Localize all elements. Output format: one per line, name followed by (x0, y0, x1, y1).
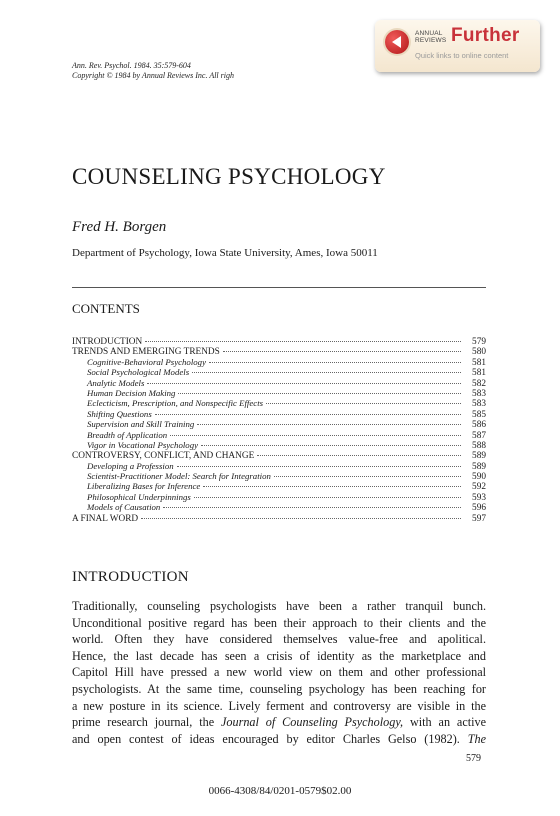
page-number: 579 (466, 753, 481, 764)
toc-entry-title: TRENDS AND EMERGING TRENDS (72, 347, 220, 358)
footer-code: 0066-4308/84/0201-0579$02.00 (208, 785, 352, 797)
toc-entry-title: Vigor in Vocational Psychology (87, 439, 198, 450)
toc-entry-page: 589 (472, 451, 486, 462)
toc-leader-dots (163, 497, 461, 508)
body-text: prime research journal, the (72, 715, 221, 730)
toc-leader-dots (209, 352, 461, 363)
body-line: psychologists. At the same time, counseling psychology has been reaching for (72, 681, 486, 696)
toc-entry-title: Scientist-Practitioner Model: Search for Integration (87, 471, 271, 482)
toc-leader-dots (147, 373, 461, 384)
body-line: a new posture in its science. Lively ferment and controversy are visible in the (72, 698, 486, 713)
body-text: and open contest of ideas encouraged by editor Charles Gelso (1982). (72, 731, 468, 746)
badge-reviews-text: REVIEWS (415, 37, 447, 44)
journal-title-italic: Journal of Counseling Psychology, (221, 715, 404, 730)
toc-entry-page: 581 (472, 357, 486, 368)
toc-leader-dots (201, 435, 461, 446)
toc-leader-dots (197, 414, 461, 425)
toc-entry-page: 596 (472, 503, 486, 514)
toc-entry-page: 583 (472, 388, 486, 399)
author-name: Fred H. Borgen (72, 219, 167, 235)
toc-entry-page: 581 (472, 368, 486, 379)
toc-entry-title: Analytic Models (87, 377, 145, 388)
body-line: Capitol Hill have pressed a new world view on them and other professional (72, 665, 486, 680)
toc-leader-dots (178, 383, 461, 394)
play-arrow-icon (385, 30, 409, 54)
toc-leader-dots (155, 404, 461, 415)
toc-entry-title: Breadth of Application (87, 429, 168, 440)
toc-entry-page: 587 (472, 430, 486, 441)
toc-entry-title: Philosophical Underpinnings (87, 491, 191, 502)
toc-leader-dots (274, 466, 461, 477)
toc-leader-dots (177, 456, 461, 467)
badge-subtitle: Quick links to online content (415, 51, 509, 60)
body-text: with an active (403, 715, 487, 730)
toc-entry-page: 586 (472, 420, 486, 431)
copyright-notice: Copyright © 1984 by Annual Reviews Inc. All righ (72, 71, 234, 80)
toc-entry-page: 580 (472, 347, 486, 358)
body-line (72, 714, 486, 731)
badge-further-text: Further (451, 25, 520, 46)
toc-entry-page: 588 (472, 440, 486, 451)
toc-entry-title: Human Decision Making (87, 387, 176, 398)
toc-entry-page: 579 (472, 337, 486, 347)
divider-rule (72, 287, 486, 288)
toc-entry-page: 583 (472, 399, 486, 410)
toc-entry-page: 597 (472, 513, 486, 524)
contents-heading: CONTENTS (72, 301, 140, 316)
toc-entry-title: Eclecticism, Prescription, and Nonspecific Effects (87, 398, 264, 409)
toc-entry-title: A FINAL WORD (72, 513, 139, 524)
table-of-contents (72, 333, 486, 524)
toc-entry-title: Models of Causation (87, 502, 161, 513)
toc-entry-title: Social Psychological Models (87, 367, 190, 378)
toc-leader-dots (170, 425, 461, 436)
toc-leader-dots (141, 508, 461, 519)
body-line: Traditionally, counseling psychologists have been a rather tranquil bunch. (72, 599, 486, 613)
toc-entry-title: Cognitive-Behavioral Psychology (87, 356, 206, 367)
body-line (72, 731, 486, 748)
toc-leader-dots (257, 445, 461, 456)
toc-entry-title: Liberalizing Bases for Inference (87, 481, 201, 492)
body-line: Unconditional positive regard has been their approach to their clients and the (72, 615, 486, 630)
article-title: COUNSELING PSYCHOLOGY (72, 164, 386, 189)
toc-entry-title: INTRODUCTION (72, 337, 143, 347)
section-heading-introduction: INTRODUCTION (72, 569, 189, 585)
toc-leader-dots (266, 393, 461, 404)
body-line: Hence, the last decade has seen a crisis of identity as the marketplace and (72, 648, 486, 663)
toc-entry-title: Shifting Questions (87, 408, 152, 419)
toc-entry-title: Developing a Profession (87, 460, 174, 471)
author-affiliation: Department of Psychology, Iowa State University, Ames, Iowa 50011 (72, 247, 378, 259)
toc-entry-title: CONTROVERSY, CONFLICT, AND CHANGE (72, 451, 255, 462)
toc-entry-page: 589 (472, 461, 486, 472)
toc-entry-page: 582 (472, 378, 486, 389)
toc-leader-dots (203, 476, 461, 487)
toc-entry-page: 590 (472, 472, 486, 483)
further-badge[interactable] (375, 20, 540, 72)
toc-entry-title: Supervision and Skill Training (87, 419, 195, 430)
toc-leader-dots (192, 362, 461, 373)
toc-leader-dots (194, 487, 461, 498)
body-line: world. Often they have considered themselves value-free and apolitical. (72, 632, 486, 647)
toc-entry-page: 593 (472, 492, 486, 503)
toc-leader-dots (145, 331, 461, 342)
toc-entry-page: 585 (472, 409, 486, 420)
toc-entry-page: 592 (472, 482, 486, 493)
introduction-paragraph (72, 598, 486, 747)
italic-word: The (467, 731, 486, 746)
badge-annual-text: ANNUAL (415, 30, 443, 37)
journal-reference: Ann. Rev. Psychol. 1984. 35:579-604 (72, 61, 191, 70)
toc-leader-dots (223, 341, 461, 352)
